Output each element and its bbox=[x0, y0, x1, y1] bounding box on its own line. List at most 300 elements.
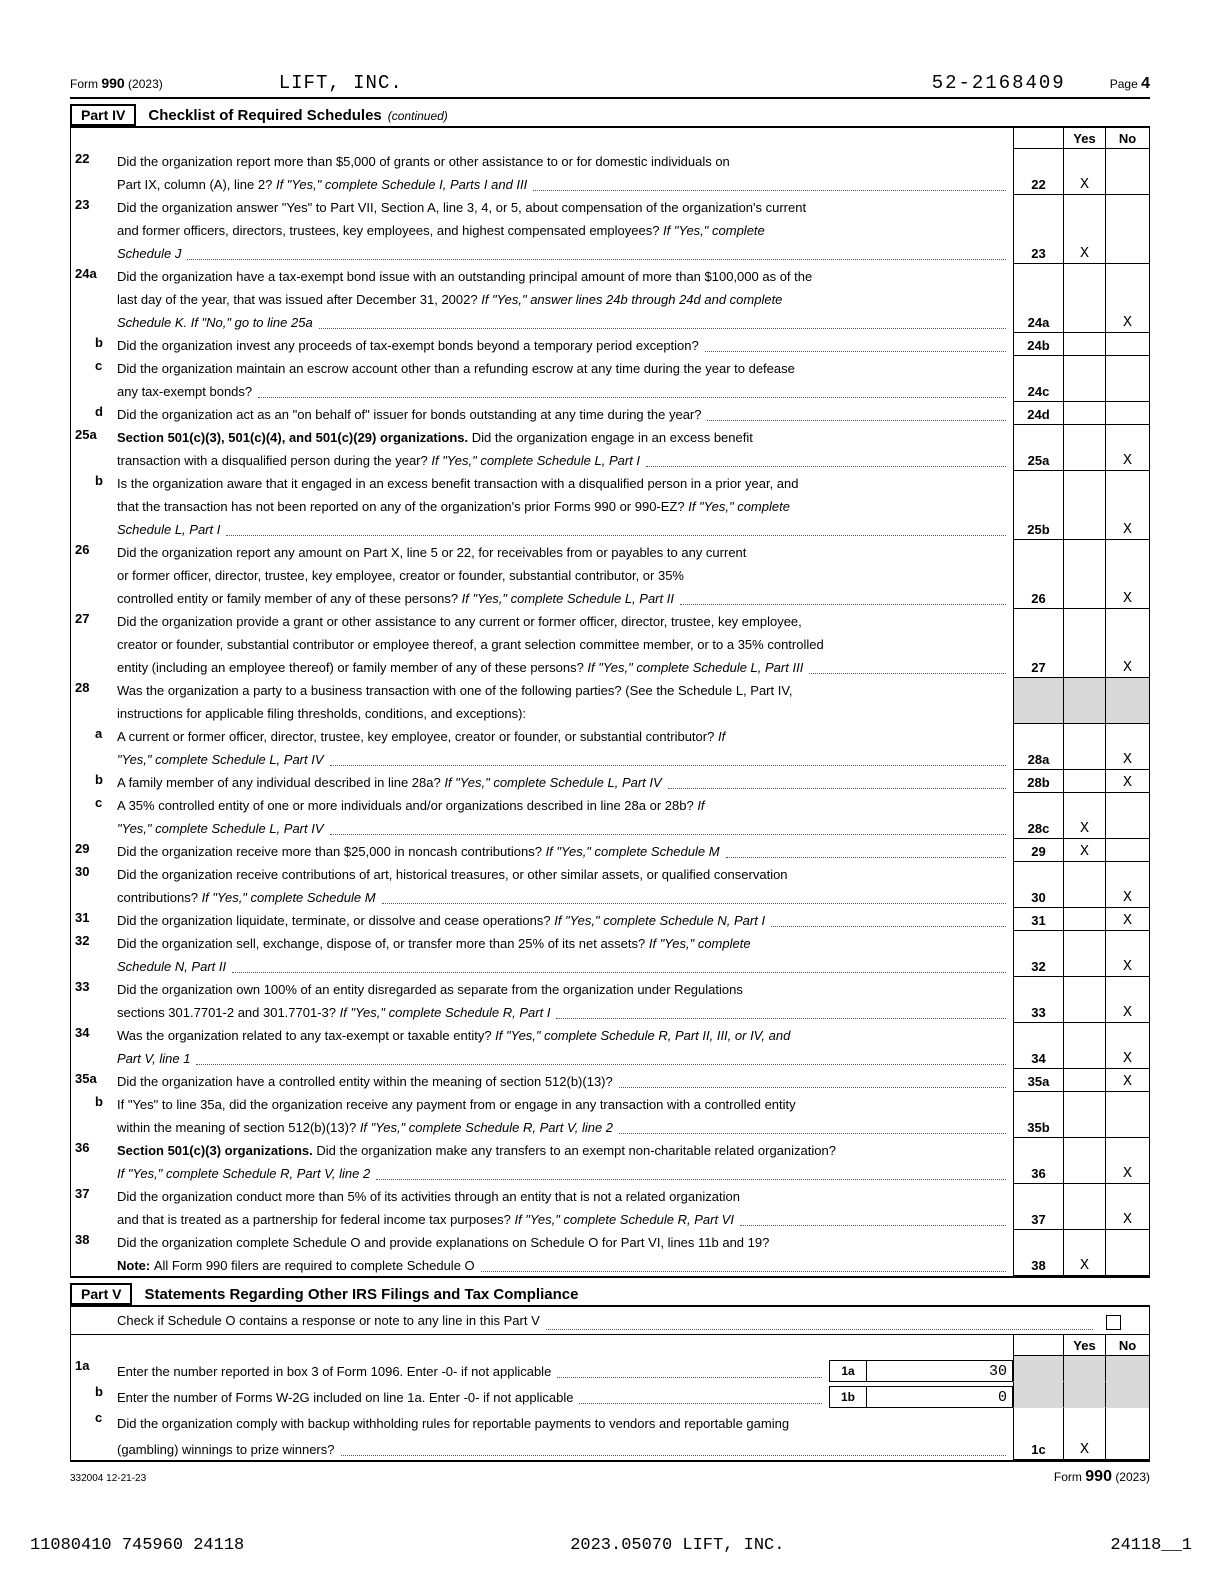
no-answer-cell bbox=[1105, 1408, 1149, 1460]
question-line: within the meaning of section 512(b)(13)? If "Yes," complete Schedule R, Part V, line 2 bbox=[117, 1115, 1013, 1138]
question-row-28a bbox=[71, 724, 1149, 770]
no-answer-cell bbox=[1105, 356, 1149, 402]
yes-answer-cell: X bbox=[1063, 195, 1105, 264]
part4-title-text: Checklist of Required Schedules bbox=[148, 107, 382, 124]
question-number: 29 bbox=[75, 841, 90, 856]
question-line: Did the organization have a tax-exempt bond issue with an outstanding principal amount of more than $100,000 as of the bbox=[117, 269, 813, 284]
no-answer-cell bbox=[1105, 793, 1149, 839]
line-ref-cell: 32 bbox=[1013, 931, 1063, 977]
question-text bbox=[117, 1138, 1013, 1184]
question-number: 36 bbox=[75, 1140, 90, 1155]
question-line: If "Yes" to line 35a, did the organization receive any payment from or engage in any transaction with a controlled entity bbox=[117, 1097, 796, 1112]
dotted-leader bbox=[579, 1403, 822, 1404]
no-answer-cell bbox=[1105, 195, 1149, 264]
question-number: c bbox=[95, 795, 103, 810]
part4-yes-no-header bbox=[71, 128, 1149, 149]
question-row-38 bbox=[71, 1230, 1149, 1276]
no-answer-cell: X bbox=[1105, 1184, 1149, 1230]
question-line: Note: All Form 990 filers are required to complete Schedule O bbox=[117, 1253, 1013, 1276]
question-text bbox=[117, 149, 1013, 195]
part4-continued-label: (continued) bbox=[387, 109, 448, 123]
question-text bbox=[117, 793, 1013, 839]
question-text bbox=[117, 1230, 1013, 1276]
dotted-leader bbox=[196, 1064, 1006, 1065]
dotted-leader bbox=[187, 259, 1006, 260]
question-line: Enter the number of Forms W-2G included on line 1a. Enter -0- if not applicable 1b 0 bbox=[117, 1382, 1013, 1408]
question-line: Was the organization a party to a business transaction with one of the following parties? (See the Schedule L, Part IV, bbox=[117, 683, 793, 698]
question-row-1c bbox=[71, 1408, 1149, 1460]
question-line: Did the organization have a controlled entity within the meaning of section 512(b)(13)? bbox=[117, 1069, 1013, 1092]
question-line: last day of the year, that was issued after December 31, 2002? If "Yes," answer lines 24b through 24d and complete bbox=[117, 292, 783, 307]
no-answer-cell bbox=[1105, 678, 1149, 724]
no-answer-cell: X bbox=[1105, 770, 1149, 793]
question-line: or former officer, director, trustee, key employee, creator or founder, substantial contributor, or 35% bbox=[117, 568, 684, 583]
no-answer-cell: X bbox=[1105, 1069, 1149, 1092]
entry-box-label: 1a bbox=[830, 1361, 867, 1381]
question-row-33 bbox=[71, 977, 1149, 1023]
line-ref-cell: 27 bbox=[1013, 609, 1063, 678]
question-text bbox=[117, 724, 1013, 770]
no-answer-cell: X bbox=[1105, 862, 1149, 908]
question-row-23 bbox=[71, 195, 1149, 264]
form-number: 990 bbox=[1085, 1468, 1112, 1485]
no-answer-cell: X bbox=[1105, 425, 1149, 471]
question-line: controlled entity or family member of any of these persons? If "Yes," complete Schedule L, Part II bbox=[117, 586, 1013, 609]
question-number: 22 bbox=[75, 151, 90, 166]
question-number: 37 bbox=[75, 1186, 90, 1201]
no-answer-cell bbox=[1105, 333, 1149, 356]
yes-answer-cell bbox=[1063, 977, 1105, 1023]
line-ref-cell: 28b bbox=[1013, 770, 1063, 793]
line-ref-cell: 22 bbox=[1013, 149, 1063, 195]
question-line: Did the organization conduct more than 5% of its activities through an entity that is not a related organization bbox=[117, 1189, 740, 1204]
yes-answer-cell bbox=[1063, 1092, 1105, 1138]
dotted-leader bbox=[680, 604, 1006, 605]
question-row-26 bbox=[71, 540, 1149, 609]
yes-answer-cell bbox=[1063, 609, 1105, 678]
line-ref-cell: 24a bbox=[1013, 264, 1063, 333]
question-text bbox=[117, 333, 1013, 356]
line-ref-cell: 34 bbox=[1013, 1023, 1063, 1069]
question-number: 23 bbox=[75, 197, 90, 212]
line-ref-cell: 25a bbox=[1013, 425, 1063, 471]
question-number: c bbox=[95, 358, 103, 373]
no-answer-cell: X bbox=[1105, 609, 1149, 678]
yes-answer-cell bbox=[1063, 678, 1105, 724]
question-line: Did the organization maintain an escrow account other than a refunding escrow at any time during the year to defease bbox=[117, 361, 795, 376]
yes-answer-cell bbox=[1063, 264, 1105, 333]
header-spacer bbox=[117, 1335, 1013, 1356]
no-answer-cell: X bbox=[1105, 1138, 1149, 1184]
header-spacer bbox=[117, 128, 1013, 149]
question-text bbox=[117, 1356, 1013, 1382]
part5-header-bar bbox=[70, 1283, 1150, 1305]
no-answer-cell: X bbox=[1105, 1023, 1149, 1069]
question-line: Did the organization sell, exchange, dispose of, or transfer more than 25% of its net assets? If "Yes," complete bbox=[117, 936, 751, 951]
form-year: (2023) bbox=[1115, 1470, 1150, 1484]
question-row-25a bbox=[71, 425, 1149, 471]
yes-answer-cell bbox=[1063, 425, 1105, 471]
dotted-leader bbox=[619, 1133, 1006, 1134]
dotted-leader bbox=[330, 834, 1006, 835]
dotted-leader bbox=[707, 420, 1006, 421]
question-row-32 bbox=[71, 931, 1149, 977]
question-row-27 bbox=[71, 609, 1149, 678]
dotted-leader bbox=[481, 1271, 1006, 1272]
no-answer-cell: X bbox=[1105, 977, 1149, 1023]
dotted-leader bbox=[809, 673, 1006, 674]
line-ref-cell: 35b bbox=[1013, 1092, 1063, 1138]
question-line: Did the organization receive contributions of art, historical treasures, or other similar assets, or qualified conservation bbox=[117, 867, 788, 882]
no-col-header: No bbox=[1105, 1335, 1149, 1356]
page-word: Page bbox=[1109, 77, 1138, 91]
question-number: 26 bbox=[75, 542, 90, 557]
ein-number: 52-2168409 bbox=[931, 72, 1066, 94]
entry-row-1a bbox=[71, 1356, 1149, 1382]
schedule-o-checkbox[interactable] bbox=[1106, 1315, 1121, 1330]
question-number: 1a bbox=[75, 1358, 90, 1373]
dotted-leader bbox=[771, 926, 1006, 927]
question-number: 24a bbox=[75, 266, 97, 281]
question-row-36 bbox=[71, 1138, 1149, 1184]
part4-header-bar bbox=[70, 104, 1150, 126]
question-number: 38 bbox=[75, 1232, 90, 1247]
line-ref-cell: 37 bbox=[1013, 1184, 1063, 1230]
question-text bbox=[117, 471, 1013, 540]
question-line: A 35% controlled entity of one or more individuals and/or organizations described in line 28a or 28b? If bbox=[117, 798, 705, 813]
question-line: Did the organization invest any proceeds of tax-exempt bonds beyond a temporary period exception? bbox=[117, 333, 1013, 356]
no-answer-cell bbox=[1105, 1356, 1149, 1382]
question-line: Schedule N, Part II bbox=[117, 954, 1013, 977]
question-line: Did the organization provide a grant or other assistance to any current or former officer, director, trustee, key employee, bbox=[117, 614, 802, 629]
dotted-leader bbox=[330, 765, 1006, 766]
line-ref-cell: 30 bbox=[1013, 862, 1063, 908]
yes-answer-cell bbox=[1063, 862, 1105, 908]
question-row-24c bbox=[71, 356, 1149, 402]
dotted-leader bbox=[341, 1455, 1007, 1456]
no-answer-cell: X bbox=[1105, 264, 1149, 333]
line-ref-cell: 24b bbox=[1013, 333, 1063, 356]
question-line: Did the organization answer "Yes" to Part VII, Section A, line 3, 4, or 5, about compensation of the organization's current bbox=[117, 200, 807, 215]
question-line: transaction with a disqualified person during the year? If "Yes," complete Schedule L, Part I bbox=[117, 448, 1013, 471]
question-line: Did the organization comply with backup withholding rules for reportable payments to vendors and reportable gaming bbox=[117, 1416, 790, 1431]
no-answer-cell: X bbox=[1105, 724, 1149, 770]
line-ref-cell bbox=[1013, 1356, 1063, 1382]
question-line: "Yes," complete Schedule L, Part IV bbox=[117, 747, 1013, 770]
yes-answer-cell: X bbox=[1063, 1230, 1105, 1276]
question-line: Did the organization own 100% of an entity disregarded as separate from the organization under Regulations bbox=[117, 982, 743, 997]
question-number: a bbox=[95, 726, 103, 741]
line-ref-cell: 36 bbox=[1013, 1138, 1063, 1184]
question-text bbox=[117, 1023, 1013, 1069]
line-ref-cell: 25b bbox=[1013, 471, 1063, 540]
yes-answer-cell bbox=[1063, 908, 1105, 931]
yes-answer-cell bbox=[1063, 1356, 1105, 1382]
question-row-35b bbox=[71, 1092, 1149, 1138]
yes-answer-cell bbox=[1063, 724, 1105, 770]
yes-answer-cell: X bbox=[1063, 839, 1105, 862]
yes-answer-cell bbox=[1063, 770, 1105, 793]
question-number: 31 bbox=[75, 910, 90, 925]
question-line: Schedule J bbox=[117, 241, 1013, 264]
organization-name: LIFT, INC. bbox=[278, 72, 403, 94]
yes-answer-cell bbox=[1063, 1138, 1105, 1184]
question-number: b bbox=[95, 772, 103, 787]
question-row-24b bbox=[71, 333, 1149, 356]
no-answer-cell: X bbox=[1105, 540, 1149, 609]
print-line-center: 2023.05070 LIFT, INC. bbox=[570, 1536, 785, 1555]
part4-table bbox=[70, 126, 1150, 1278]
form-id bbox=[70, 75, 163, 91]
question-number: c bbox=[95, 1410, 103, 1425]
part5-title: Statements Regarding Other IRS Filings and Tax Compliance bbox=[144, 1286, 579, 1303]
dotted-leader bbox=[258, 397, 1006, 398]
question-line: A family member of any individual described in line 28a? If "Yes," complete Schedule L, Part IV bbox=[117, 770, 1013, 793]
question-number: b bbox=[95, 335, 103, 350]
question-line: Was the organization related to any tax-exempt or taxable entity? If "Yes," complete Schedule R, Part II, III, or IV, and bbox=[117, 1028, 791, 1043]
no-answer-cell bbox=[1105, 402, 1149, 425]
line-ref-cell: 29 bbox=[1013, 839, 1063, 862]
question-line: Section 501(c)(3), 501(c)(4), and 501(c)(29) organizations. Did the organization engage in an excess benefit bbox=[117, 430, 753, 445]
dotted-leader bbox=[740, 1225, 1006, 1226]
ref-col-header bbox=[1013, 1335, 1063, 1356]
line-ref-cell: 24c bbox=[1013, 356, 1063, 402]
no-answer-cell bbox=[1105, 1092, 1149, 1138]
question-line: entity (including an employee thereof) or family member of any of these persons? If "Yes," complete Schedule L, Part III bbox=[117, 655, 1013, 678]
dotted-leader bbox=[533, 190, 1006, 191]
line-ref-cell: 26 bbox=[1013, 540, 1063, 609]
dotted-leader bbox=[232, 972, 1006, 973]
no-answer-cell bbox=[1105, 839, 1149, 862]
entry-box-label: 1b bbox=[830, 1387, 867, 1407]
question-line: contributions? If "Yes," complete Schedule M bbox=[117, 885, 1013, 908]
question-text bbox=[117, 1184, 1013, 1230]
dotted-leader bbox=[619, 1087, 1006, 1088]
line-ref-cell: 38 bbox=[1013, 1230, 1063, 1276]
page-footer bbox=[70, 1468, 1150, 1486]
question-text bbox=[117, 839, 1013, 862]
question-row-34 bbox=[71, 1023, 1149, 1069]
part4-label: Part IV bbox=[70, 104, 136, 126]
question-line: Schedule L, Part I bbox=[117, 517, 1013, 540]
question-text bbox=[117, 1382, 1013, 1408]
yes-answer-cell bbox=[1063, 356, 1105, 402]
question-row-30 bbox=[71, 862, 1149, 908]
form-word: Form bbox=[70, 77, 98, 91]
line-ref-cell: 1c bbox=[1013, 1408, 1063, 1460]
part5-label: Part V bbox=[70, 1283, 132, 1305]
question-row-29 bbox=[71, 839, 1149, 862]
question-line: Part IX, column (A), line 2? If "Yes," complete Schedule I, Parts I and III bbox=[117, 172, 1013, 195]
dotted-leader bbox=[556, 1018, 1006, 1019]
question-row-22 bbox=[71, 149, 1149, 195]
line-ref-cell: 31 bbox=[1013, 908, 1063, 931]
yes-answer-cell bbox=[1063, 1382, 1105, 1408]
question-line: and former officers, directors, trustees, key employees, and highest compensated employees? If "Yes," complete bbox=[117, 223, 765, 238]
line-ref-cell: 23 bbox=[1013, 195, 1063, 264]
question-number: 33 bbox=[75, 979, 90, 994]
page-number-value: 4 bbox=[1141, 75, 1150, 92]
question-text bbox=[117, 402, 1013, 425]
header-spacer bbox=[71, 128, 117, 149]
part5-rows bbox=[71, 1356, 1149, 1460]
question-text bbox=[117, 195, 1013, 264]
line-ref-cell: 33 bbox=[1013, 977, 1063, 1023]
no-answer-cell bbox=[1105, 1382, 1149, 1408]
question-row-24d bbox=[71, 402, 1149, 425]
no-answer-cell bbox=[1105, 1230, 1149, 1276]
question-text bbox=[117, 770, 1013, 793]
dotted-leader bbox=[557, 1377, 822, 1378]
question-number: b bbox=[95, 473, 103, 488]
dotted-leader bbox=[546, 1329, 1093, 1330]
part5-table bbox=[70, 1305, 1150, 1462]
question-row-28b bbox=[71, 770, 1149, 793]
question-text bbox=[117, 678, 1013, 724]
question-line: that the transaction has not been reported on any of the organization's prior Forms 990 or 990-EZ? If "Yes," complete bbox=[117, 499, 790, 514]
page-number bbox=[1110, 75, 1150, 93]
question-text bbox=[117, 977, 1013, 1023]
no-answer-cell: X bbox=[1105, 908, 1149, 931]
question-text bbox=[117, 540, 1013, 609]
question-number: b bbox=[95, 1384, 103, 1399]
question-text bbox=[117, 264, 1013, 333]
dotted-leader bbox=[646, 466, 1006, 467]
question-row-28c bbox=[71, 793, 1149, 839]
form-number: 990 bbox=[101, 75, 125, 91]
dotted-leader bbox=[726, 857, 1006, 858]
yes-col-header: Yes bbox=[1063, 1335, 1105, 1356]
question-line: Did the organization liquidate, terminate, or dissolve and cease operations? If "Yes," complete Schedule N, Part I bbox=[117, 908, 1013, 931]
entry-row-1b bbox=[71, 1382, 1149, 1408]
question-line: Did the organization report more than $5,000 of grants or other assistance to or for domestic individuals on bbox=[117, 154, 730, 169]
question-row-35a bbox=[71, 1069, 1149, 1092]
line-ref-cell bbox=[1013, 678, 1063, 724]
form-print-code: 332004 12-21-23 bbox=[70, 1473, 147, 1484]
dotted-leader bbox=[226, 535, 1006, 536]
question-line: creator or founder, substantial contributor or employee thereof, a grant selection committee member, or to a 35% controlled bbox=[117, 637, 824, 652]
question-line: Section 501(c)(3) organizations. Did the organization make any transfers to an exempt non-charitable related organization? bbox=[117, 1143, 836, 1158]
question-text bbox=[117, 356, 1013, 402]
question-line: If "Yes," complete Schedule R, Part V, line 2 bbox=[117, 1161, 1013, 1184]
yes-answer-cell: X bbox=[1063, 1408, 1105, 1460]
yes-answer-cell: X bbox=[1063, 149, 1105, 195]
question-text bbox=[117, 609, 1013, 678]
no-col-header: No bbox=[1105, 128, 1149, 149]
question-line: instructions for applicable filing thresholds, conditions, and exceptions): bbox=[117, 706, 527, 721]
header-spacer bbox=[71, 1335, 117, 1356]
dotted-leader bbox=[382, 903, 1006, 904]
question-text bbox=[117, 1408, 1013, 1460]
form-year: (2023) bbox=[128, 77, 163, 91]
dotted-leader bbox=[376, 1179, 1006, 1180]
entry-box-value[interactable]: 30 bbox=[988, 1362, 1007, 1380]
yes-answer-cell bbox=[1063, 333, 1105, 356]
line-ref-cell: 28a bbox=[1013, 724, 1063, 770]
question-line: A current or former officer, director, trustee, key employee, creator or founder, or substantial contributor? If bbox=[117, 729, 726, 744]
print-line-left: 11080410 745960 24118 bbox=[30, 1536, 245, 1555]
entry-box-1a bbox=[829, 1360, 1013, 1382]
question-line: Part V, line 1 bbox=[117, 1046, 1013, 1069]
question-line: Did the organization complete Schedule O and provide explanations on Schedule O for Part VI, lines 11b and 19? bbox=[117, 1235, 770, 1250]
question-line: Schedule K. If "No," go to line 25a bbox=[117, 310, 1013, 333]
line-ref-cell: 28c bbox=[1013, 793, 1063, 839]
question-number: 32 bbox=[75, 933, 90, 948]
question-number: 25a bbox=[75, 427, 97, 442]
question-text bbox=[117, 1069, 1013, 1092]
line-ref-cell: 35a bbox=[1013, 1069, 1063, 1092]
form-note bbox=[1054, 1468, 1150, 1486]
question-line: and that is treated as a partnership for federal income tax purposes? If "Yes," complete Schedule R, Part VI bbox=[117, 1207, 1013, 1230]
question-number: b bbox=[95, 1094, 103, 1109]
line-ref-cell bbox=[1013, 1382, 1063, 1408]
entry-box-1b bbox=[829, 1386, 1013, 1408]
question-line: "Yes," complete Schedule L, Part IV bbox=[117, 816, 1013, 839]
yes-answer-cell bbox=[1063, 402, 1105, 425]
question-row-28 bbox=[71, 678, 1149, 724]
yes-answer-cell bbox=[1063, 1069, 1105, 1092]
yes-answer-cell bbox=[1063, 471, 1105, 540]
dotted-leader bbox=[705, 351, 1006, 352]
question-line: Enter the number reported in box 3 of Form 1096. Enter -0- if not applicable 1a 30 bbox=[117, 1356, 1013, 1382]
yes-col-header: Yes bbox=[1063, 128, 1105, 149]
question-text bbox=[117, 425, 1013, 471]
yes-answer-cell bbox=[1063, 1023, 1105, 1069]
question-line: Did the organization receive more than $25,000 in noncash contributions? If "Yes," complete Schedule M bbox=[117, 839, 1013, 862]
question-number: 34 bbox=[75, 1025, 90, 1040]
question-row-25b bbox=[71, 471, 1149, 540]
print-line-right: 24118__1 bbox=[1110, 1536, 1192, 1555]
question-row-24a bbox=[71, 264, 1149, 333]
part5-yes-no-header bbox=[71, 1335, 1149, 1356]
question-number: 27 bbox=[75, 611, 90, 626]
question-text bbox=[117, 931, 1013, 977]
yes-answer-cell bbox=[1063, 1184, 1105, 1230]
dotted-leader bbox=[319, 328, 1006, 329]
question-line: Did the organization act as an "on behalf of" issuer for bonds outstanding at any time during the year? bbox=[117, 402, 1013, 425]
entry-box-value[interactable]: 0 bbox=[997, 1388, 1007, 1406]
no-answer-cell: X bbox=[1105, 931, 1149, 977]
question-line: any tax-exempt bonds? bbox=[117, 379, 1013, 402]
yes-answer-cell: X bbox=[1063, 793, 1105, 839]
ref-col-header bbox=[1013, 128, 1063, 149]
no-answer-cell bbox=[1105, 149, 1149, 195]
no-answer-cell: X bbox=[1105, 471, 1149, 540]
question-line: Is the organization aware that it engaged in an excess benefit transaction with a disqualified person in a prior year, and bbox=[117, 476, 799, 491]
schedule-o-check-text: Check if Schedule O contains a response or note to any line in this Part V bbox=[117, 1313, 540, 1328]
question-number: 35a bbox=[75, 1071, 97, 1086]
question-number: 28 bbox=[75, 680, 90, 695]
part4-rows bbox=[71, 149, 1149, 1276]
question-row-37 bbox=[71, 1184, 1149, 1230]
question-line: Did the organization report any amount on Part X, line 5 or 22, for receivables from or payables to any current bbox=[117, 545, 747, 560]
question-line: (gambling) winnings to prize winners? bbox=[117, 1434, 1013, 1460]
line-ref-cell: 24d bbox=[1013, 402, 1063, 425]
page-header bbox=[70, 72, 1150, 99]
question-text bbox=[117, 908, 1013, 931]
question-text bbox=[117, 1092, 1013, 1138]
yes-answer-cell bbox=[1063, 540, 1105, 609]
question-number: d bbox=[95, 404, 103, 419]
dotted-leader bbox=[668, 788, 1006, 789]
schedule-o-check-row bbox=[71, 1307, 1149, 1335]
form-word: Form bbox=[1053, 1470, 1082, 1484]
part4-title bbox=[136, 104, 447, 126]
question-row-31 bbox=[71, 908, 1149, 931]
question-line: sections 301.7701-2 and 301.7701-3? If "Yes," complete Schedule R, Part I bbox=[117, 1000, 1013, 1023]
yes-answer-cell bbox=[1063, 931, 1105, 977]
question-text bbox=[117, 862, 1013, 908]
